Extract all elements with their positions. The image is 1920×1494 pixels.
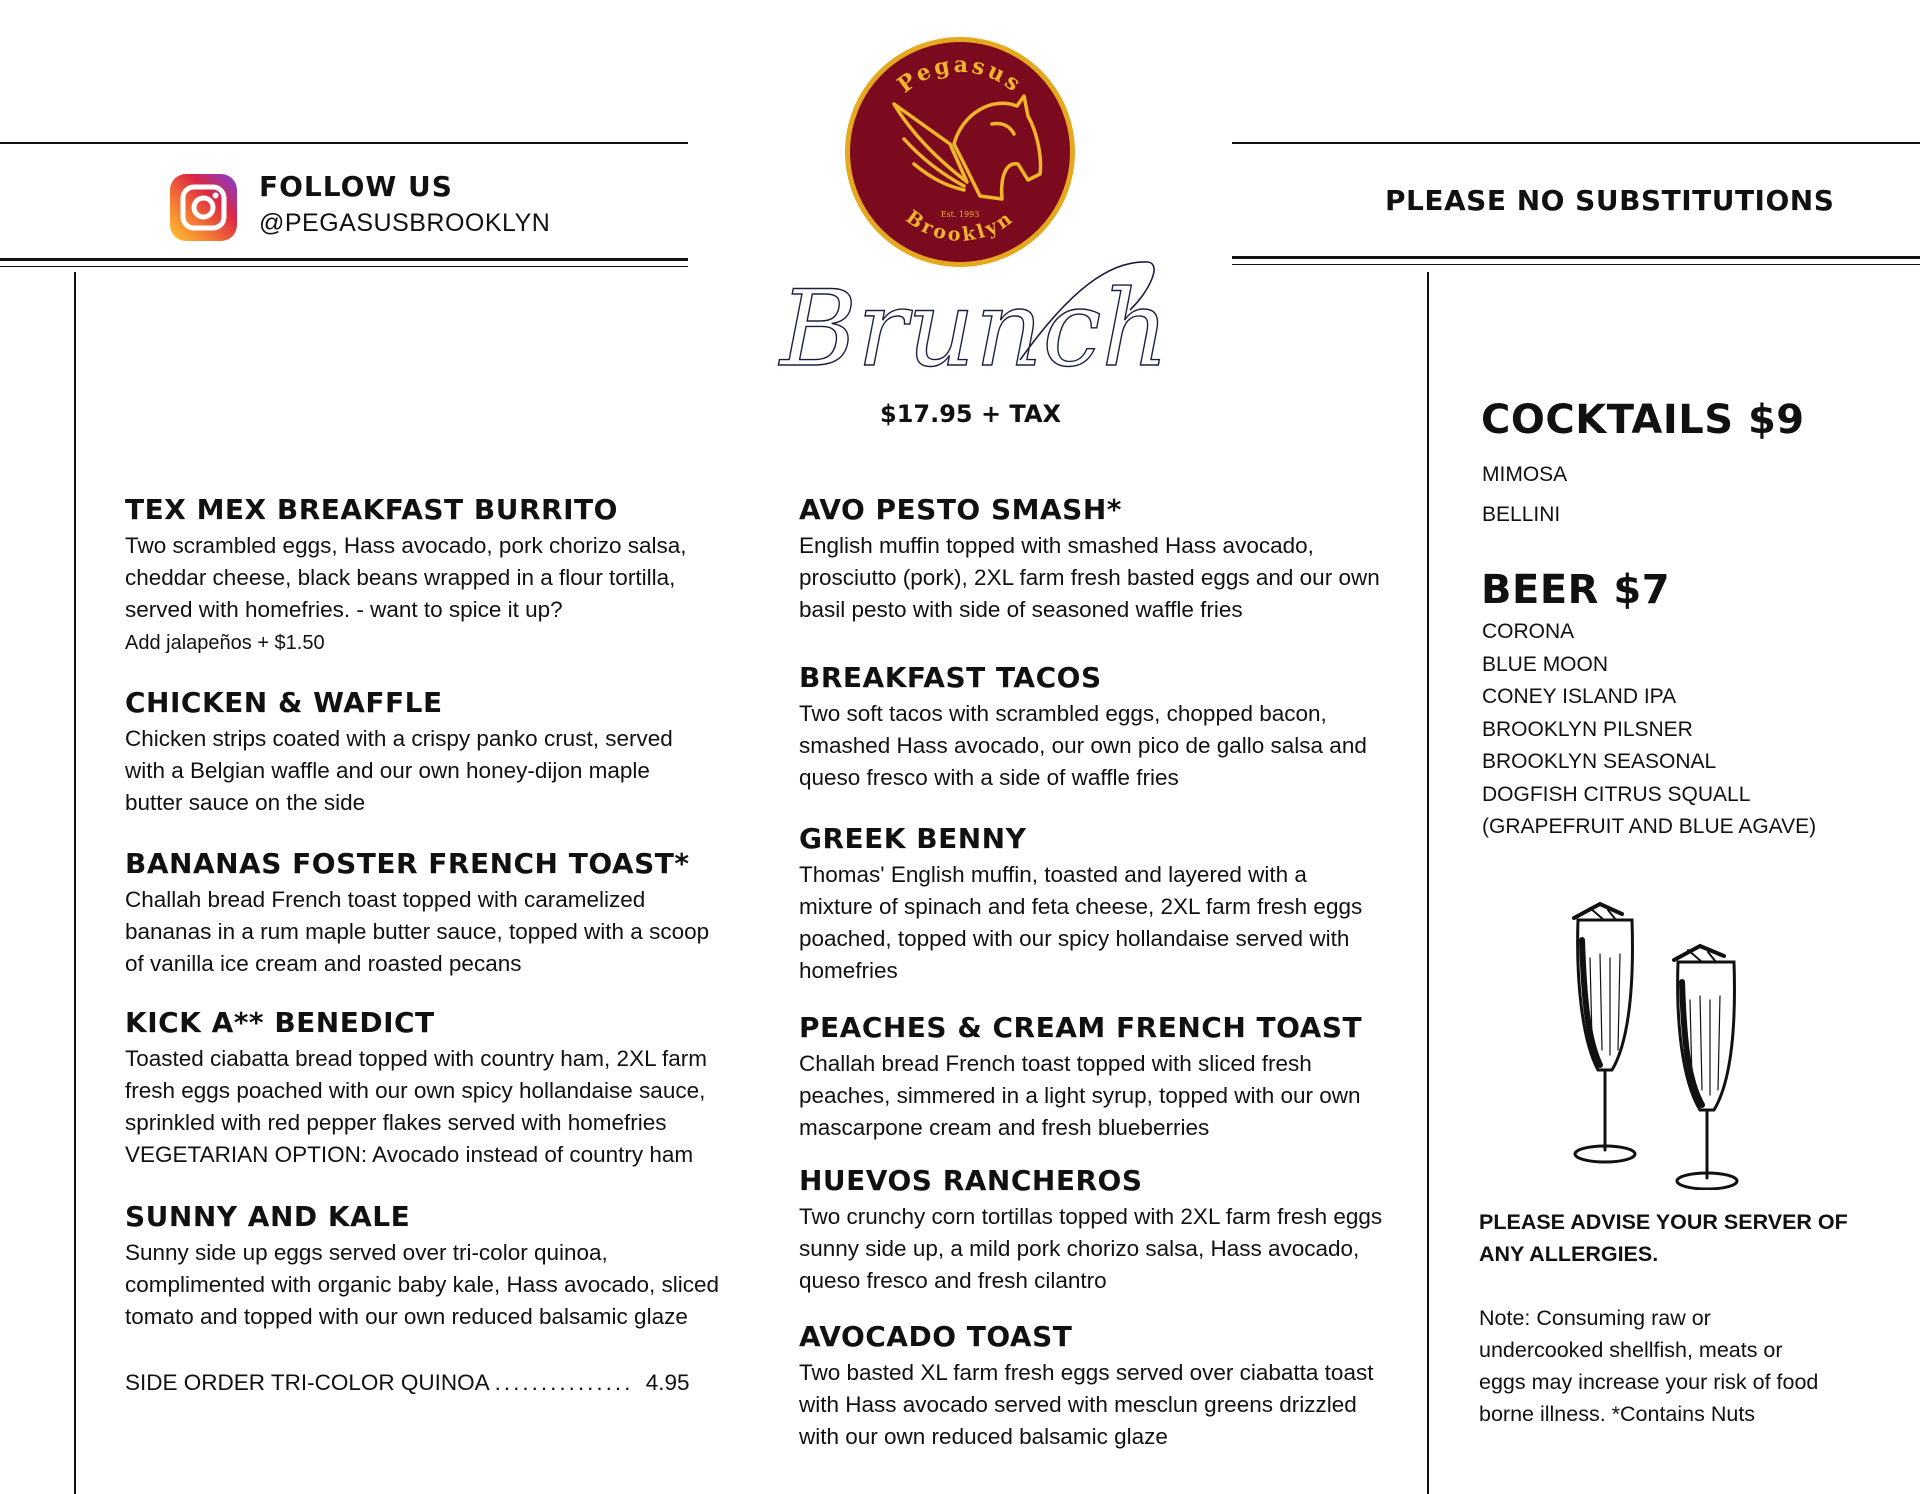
header-left-bottom-rule xyxy=(0,258,688,261)
menu-item-addon: Add jalapeños + $1.50 xyxy=(125,632,325,654)
header-right-bottom-rule xyxy=(1232,256,1920,259)
right-vertical-divider xyxy=(1427,272,1429,1494)
menu-item-desc: Thomas' English muffin, toasted and layered with a mixture of spinach and feta cheese, 2XL farm fresh eggs poached, topped with our spicy hollandaise served with homefries xyxy=(799,862,1363,983)
menu-item-desc: Challah bread French toast topped with sliced fresh peaches, simmered in a light syrup, topped with our own mascarpone cream and fresh blueberries xyxy=(799,1051,1361,1140)
menu-item xyxy=(799,822,1419,987)
beer-heading: BEER $7 xyxy=(1481,567,1671,613)
no-substitutions-notice: PLEASE NO SUBSTITUTIONS xyxy=(1385,184,1835,217)
list-item: MIMOSA xyxy=(1482,463,1568,486)
menu-item xyxy=(125,686,745,819)
menu-item-name: SUNNY AND KALE xyxy=(125,1200,411,1233)
menu-item-desc: Two basted XL farm fresh eggs served over ciabatta toast with Hass avocado served with mesclun greens drizzled with our own reduced balsamic glaze xyxy=(799,1360,1374,1449)
menu-item xyxy=(799,1164,1419,1297)
menu-item xyxy=(125,1200,745,1333)
menu-item xyxy=(799,1320,1419,1453)
menu-item-desc: Challah bread French toast topped with caramelized bananas in a rum maple butter sauce, topped with a scoop of vanilla ice cream and roasted pecans xyxy=(125,887,710,976)
instagram-icon[interactable] xyxy=(170,174,237,241)
champagne-glasses-illustration xyxy=(1560,900,1780,1190)
menu-item-name: GREEK BENNY xyxy=(799,822,1027,855)
brunch-script-text: Brunch xyxy=(780,268,1170,390)
menu-item xyxy=(125,1006,745,1171)
menu-item xyxy=(125,847,745,980)
menu-item xyxy=(125,493,745,658)
allergy-notice: PLEASE ADVISE YOUR SERVER OF ANY ALLERGIES. xyxy=(1479,1210,1848,1266)
menu-item-name: AVO PESTO SMASH* xyxy=(799,493,1122,526)
list-item: (GRAPEFRUIT AND BLUE AGAVE) xyxy=(1482,815,1817,838)
menu-item-name: TEX MEX BREAKFAST BURRITO xyxy=(125,493,618,526)
list-item: CORONA xyxy=(1482,620,1575,643)
menu-item-name: HUEVOS RANCHEROS xyxy=(799,1164,1143,1197)
menu-item-desc: Chicken strips coated with a crispy panko crust, served with a Belgian waffle and our own honey-dijon maple butter sauce on the side xyxy=(125,726,673,815)
header-right-bottom-rule-2 xyxy=(1232,264,1920,265)
list-item: DOGFISH CITRUS SQUALL xyxy=(1482,782,1751,806)
logo-est: Est. 1993 xyxy=(940,210,980,219)
left-vertical-divider xyxy=(74,272,76,1494)
menu-item-desc: Two crunchy corn tortillas topped with 2XL farm fresh eggs sunny side up, a mild pork chorizo salsa, Hass avocado, queso fresco and fresh cilantro xyxy=(799,1204,1383,1293)
menu-item xyxy=(799,493,1419,626)
cocktails-list xyxy=(1482,455,1567,535)
list-item: CONEY ISLAND IPA xyxy=(1482,685,1677,708)
list-item: BLUE MOON xyxy=(1482,652,1609,676)
menu-item xyxy=(799,1011,1419,1144)
instagram-handle[interactable]: @PEGASUSBROOKLYN xyxy=(259,209,551,237)
menu-item-name: KICK A** BENEDICT xyxy=(125,1006,435,1039)
menu-item-desc: Two scrambled eggs, Hass avocado, pork chorizo salsa, cheddar cheese, black beans wrapped in a flour tortilla, served with homefries. - want to spice it up? Add jalapeños + $1.50 xyxy=(125,533,687,654)
menu-item-desc: English muffin topped with smashed Hass avocado, prosciutto (pork), 2XL farm fresh basted eggs and our own basil pesto with side of seasoned waffle fries xyxy=(799,533,1380,622)
brunch-script-title xyxy=(770,250,1170,390)
menu-item-name: BANANAS FOSTER FRENCH TOAST* xyxy=(125,847,690,880)
list-item: BROOKLYN PILSNER xyxy=(1482,717,1693,741)
beer-list xyxy=(1482,616,1816,844)
menu-item-name: PEACHES & CREAM FRENCH TOAST xyxy=(799,1011,1363,1044)
side-order-price: 4.95 xyxy=(645,1370,690,1395)
logo-place: Brooklyn xyxy=(901,206,1019,247)
menu-item-desc: Toasted ciabatta bread topped with country ham, 2XL farm fresh eggs poached with our own spicy hollandaise sauce, sprinkled with red pepper flakes served with homefries VEGETARIAN OPTION: Avocado instead of country ham xyxy=(125,1046,708,1167)
header-left-bottom-rule-2 xyxy=(0,266,688,267)
menu-item-desc: Two soft tacos with scrambled eggs, chopped bacon, smashed Hass avocado, our own pico de gallo salsa and queso fresco with a side of waffle fries xyxy=(799,701,1367,790)
side-order-dots: ............... xyxy=(494,1370,634,1395)
list-item: BELLINI xyxy=(1482,503,1561,526)
cocktails-heading: COCKTAILS $9 xyxy=(1481,397,1805,443)
side-order-label: SIDE ORDER TRI-COLOR QUINOA xyxy=(125,1370,489,1395)
side-order-line xyxy=(125,1370,690,1396)
menu-item-name: AVOCADO TOAST xyxy=(799,1320,1073,1353)
menu-item-name: BREAKFAST TACOS xyxy=(799,661,1102,694)
menu-item-name: CHICKEN & WAFFLE xyxy=(125,686,443,719)
consumption-warning: Note: Consuming raw or undercooked shellfish, meats or eggs may increase your risk of food borne illness. *Contains Nuts xyxy=(1479,1306,1819,1426)
follow-us-title: FOLLOW US xyxy=(259,170,453,203)
menu-item xyxy=(799,661,1419,794)
header-left-top-rule xyxy=(0,142,688,144)
brunch-price: $17.95 + TAX xyxy=(880,400,1062,428)
pegasus-logo xyxy=(842,34,1078,270)
header-right-top-rule xyxy=(1232,142,1920,144)
list-item: BROOKLYN SEASONAL xyxy=(1482,750,1717,773)
menu-item-desc: Sunny side up eggs served over tri-color quinoa, complimented with organic baby kale, Hass avocado, sliced tomato and topped with our own reduced balsamic glaze xyxy=(125,1240,720,1329)
logo-name: Pegasus xyxy=(892,51,1028,99)
